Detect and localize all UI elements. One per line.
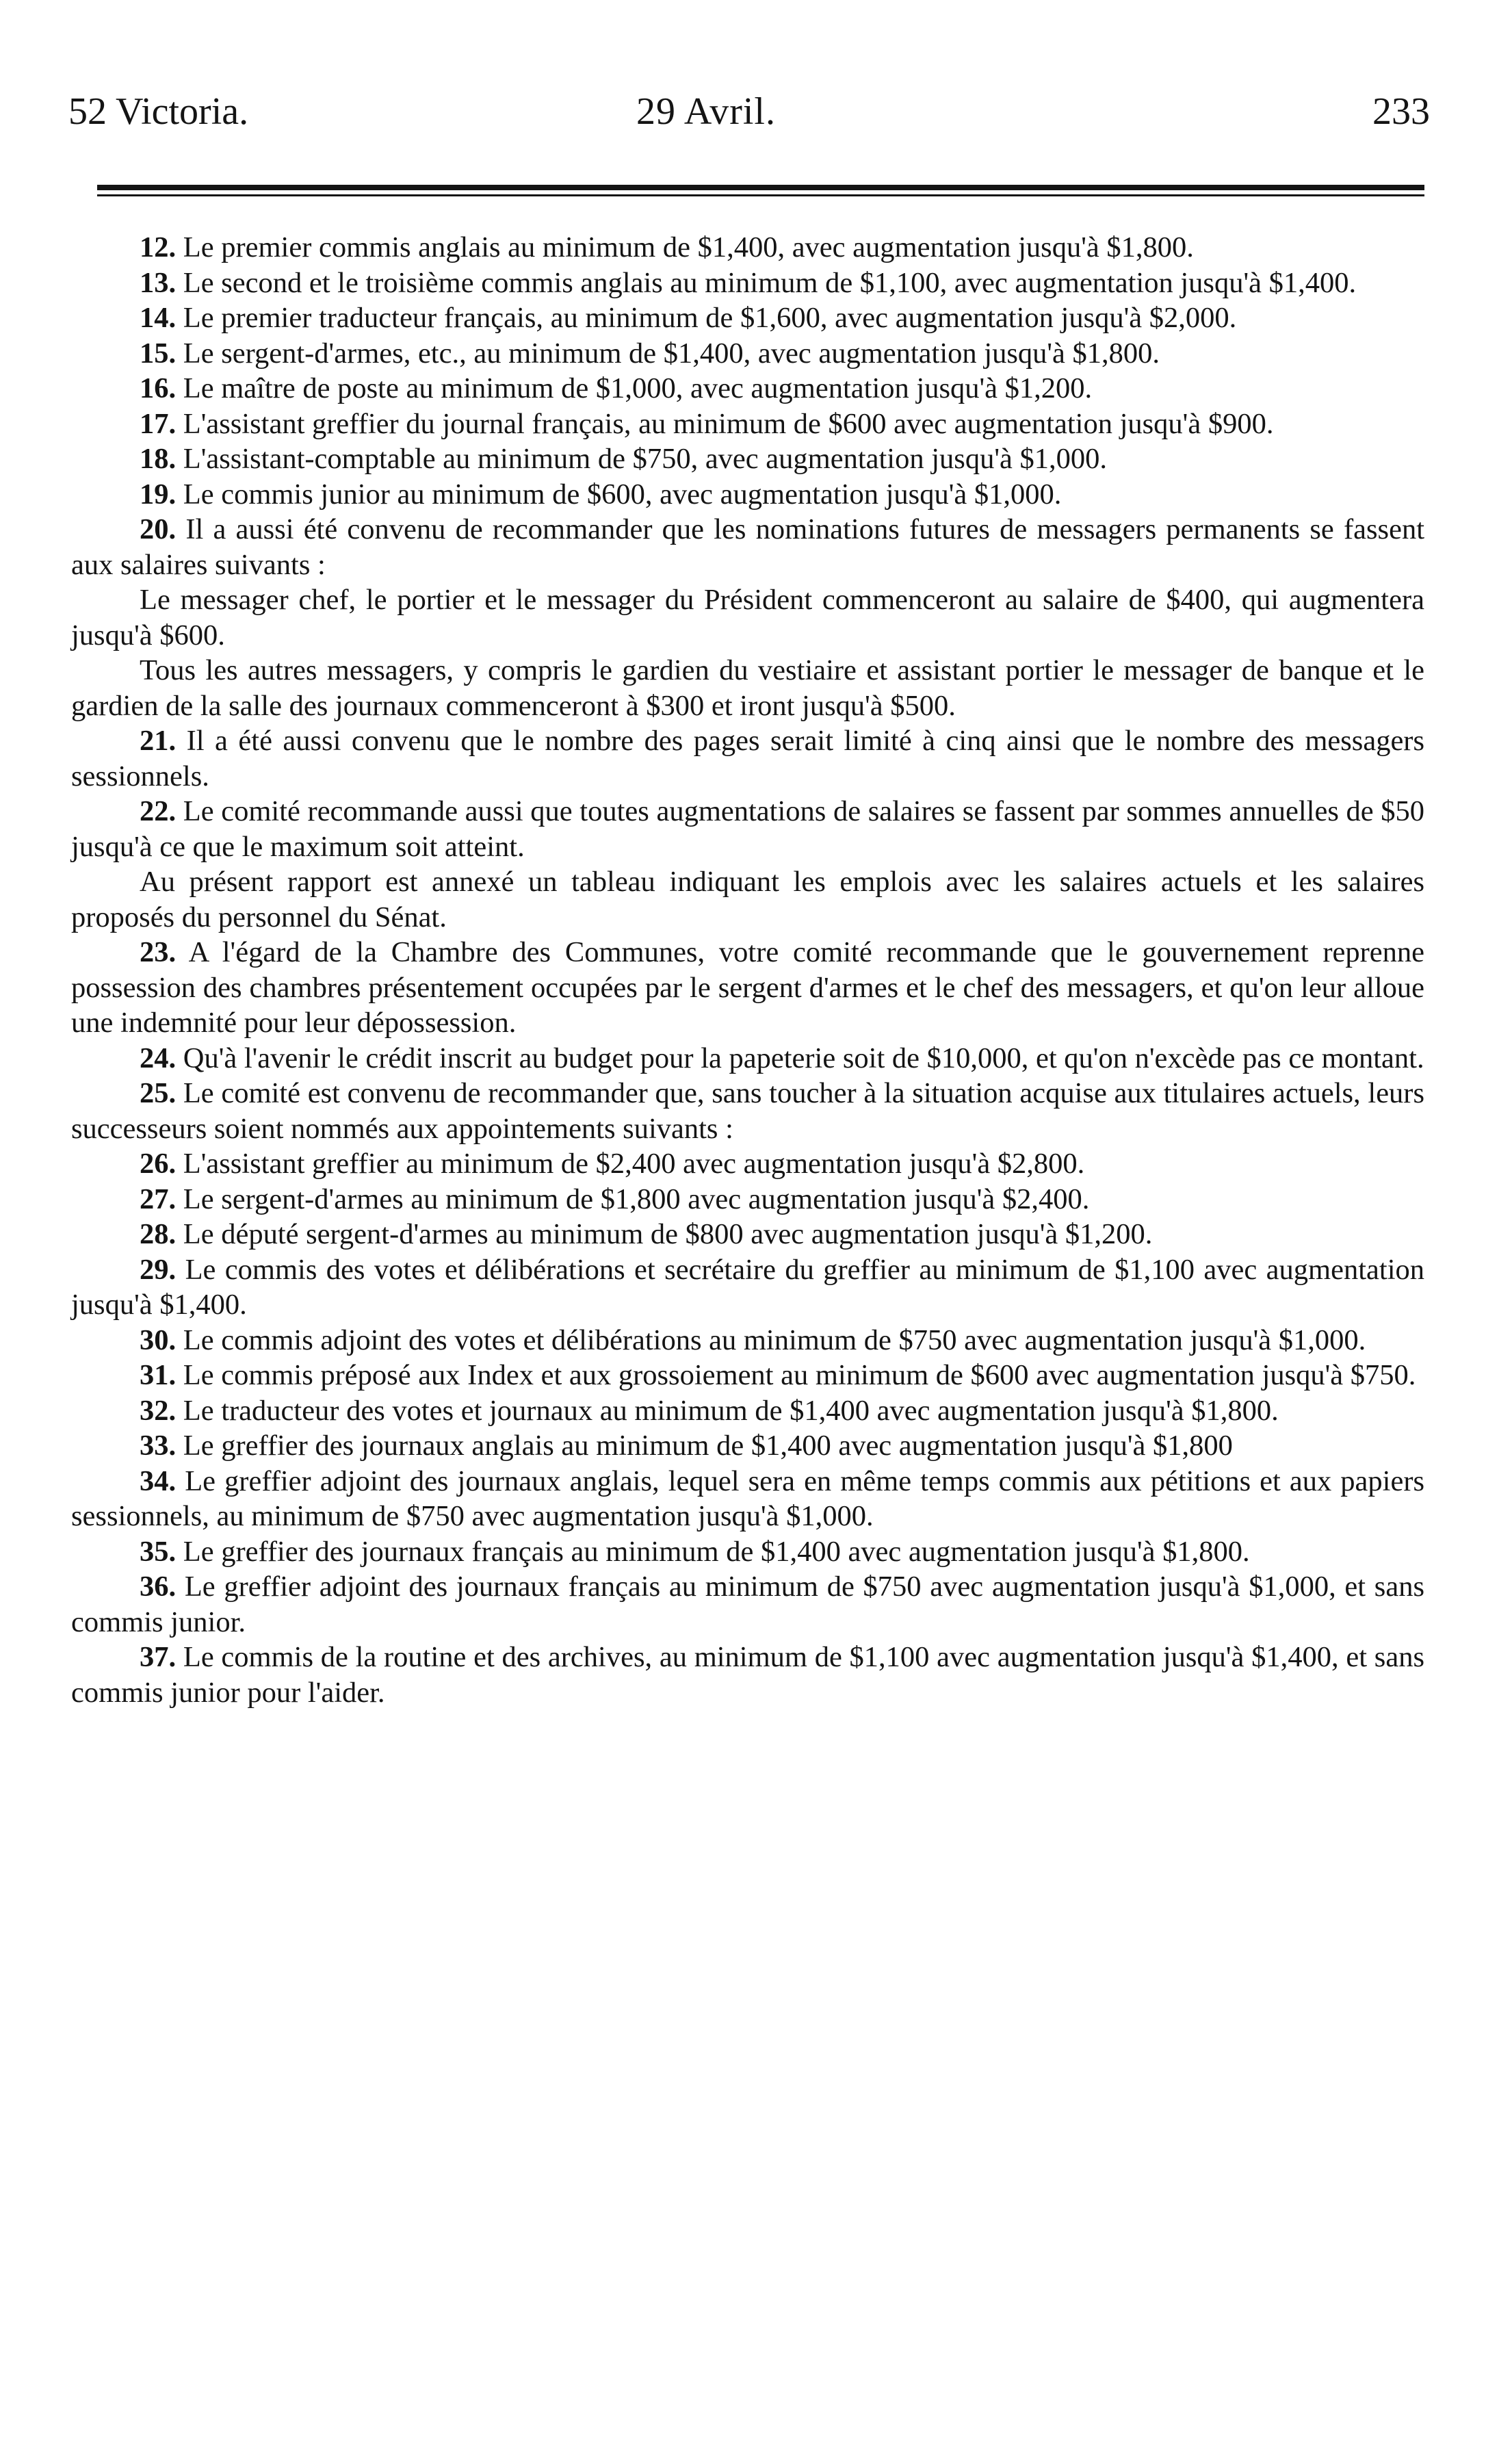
paragraph bbox=[71, 300, 1424, 336]
paragraph-text: Le greffier des journaux français au minimum de $1,400 avec augmentation jusqu'à $1,800. bbox=[183, 1535, 1250, 1568]
paragraph bbox=[71, 1323, 1424, 1358]
paragraph-number: 21. bbox=[140, 725, 177, 757]
paragraph-text: Le greffier adjoint des journaux français au minimum de $750 avec augmentation jusqu'à $1,000, et sans commis junior. bbox=[71, 1571, 1424, 1638]
paragraph-text: Le comité recommande aussi que toutes augmentations de salaires se fassent par sommes annuelles de $50 jusqu'à ce que le maximum soit atteint. bbox=[71, 795, 1424, 863]
paragraph-text: L'assistant greffier du journal français, au minimum de $600 avec augmentation jusqu'à $900. bbox=[183, 407, 1274, 440]
paragraph bbox=[71, 1640, 1424, 1710]
paragraph-number: 33. bbox=[140, 1430, 177, 1462]
paragraph bbox=[71, 653, 1424, 723]
paragraph-number: 37. bbox=[140, 1641, 177, 1673]
paragraph-text: Le maître de poste au minimum de $1,000, avec augmentation jusqu'à $1,200. bbox=[183, 372, 1093, 404]
header-rule-thick bbox=[97, 185, 1424, 190]
paragraph-text: Il a été aussi convenu que le nombre des pages serait limité à cinq ainsi que le nombre des messagers sessionnels. bbox=[71, 725, 1424, 792]
header-rule-thin bbox=[97, 194, 1424, 196]
body-text bbox=[71, 230, 1424, 1710]
paragraph-text: Le greffier adjoint des journaux anglais, lequel sera en même temps commis aux pétitions et aux papiers sessionnels, au minimum de $750 avec augmentation jusqu'à $1,000. bbox=[71, 1464, 1425, 1532]
paragraph-text: Le commis de la routine et des archives, au minimum de $1,100 avec augmentation jusqu'à $1,400, et sans commis junior pour l'aider. bbox=[71, 1641, 1424, 1709]
paragraph bbox=[71, 1252, 1424, 1323]
paragraph-text: L'assistant greffier au minimum de $2,400 avec augmentation jusqu'à $2,800. bbox=[183, 1148, 1085, 1180]
paragraph-text: Le premier commis anglais au minimum de $1,400, avec augmentation jusqu'à $1,800. bbox=[183, 231, 1194, 263]
paragraph bbox=[71, 1569, 1424, 1640]
paragraph bbox=[71, 864, 1424, 935]
paragraph-number: 12. bbox=[140, 231, 177, 263]
paragraph-number: 28. bbox=[140, 1218, 177, 1250]
paragraph bbox=[71, 1464, 1424, 1534]
paragraph-number: 22. bbox=[140, 795, 177, 827]
paragraph-number: 35. bbox=[140, 1535, 177, 1568]
paragraph-number: 13. bbox=[140, 266, 177, 299]
paragraph-number: 20. bbox=[140, 513, 177, 545]
paragraph-number: 36. bbox=[140, 1571, 177, 1603]
paragraph bbox=[71, 1041, 1424, 1076]
paragraph-text: Le député sergent-d'armes au minimum de $800 avec augmentation jusqu'à $1,200. bbox=[183, 1218, 1153, 1250]
paragraph-number: 32. bbox=[140, 1394, 177, 1427]
paragraph-number: 16. bbox=[140, 372, 177, 404]
paragraph-text: Le traducteur des votes et journaux au minimum de $1,400 avec augmentation jusqu'à $1,800. bbox=[183, 1394, 1279, 1427]
paragraph-number: 27. bbox=[140, 1183, 177, 1215]
paragraph-number: 18. bbox=[140, 443, 177, 475]
page-number: 233 bbox=[1372, 90, 1430, 133]
paragraph-text: Le commis préposé aux Index et aux grossoiement au minimum de $600 avec augmentation jusqu'à $750. bbox=[183, 1359, 1416, 1391]
paragraph bbox=[71, 406, 1424, 442]
paragraph bbox=[71, 935, 1424, 1041]
paragraph-text: Le sergent-d'armes, etc., au minimum de $1,400, avec augmentation jusqu'à $1,800. bbox=[183, 337, 1160, 370]
paragraph bbox=[71, 441, 1424, 477]
paragraph bbox=[71, 336, 1424, 372]
paragraph-text: Le comité est convenu de recommander que, sans toucher à la situation acquise aux titulaires actuels, leurs successeurs soient nommés aux appointements suivants : bbox=[71, 1077, 1424, 1145]
paragraph-text: Le commis des votes et délibérations et secrétaire du greffier au minimum de $1,100 avec augmentation jusqu'à $1,400. bbox=[71, 1253, 1425, 1321]
paragraph bbox=[71, 1146, 1424, 1182]
paragraph-number: 31. bbox=[140, 1359, 177, 1391]
paragraph bbox=[71, 1217, 1424, 1252]
paragraph-text: L'assistant-comptable au minimum de $750, avec augmentation jusqu'à $1,000. bbox=[183, 443, 1107, 475]
paragraph-number: 15. bbox=[140, 337, 177, 370]
paragraph bbox=[71, 512, 1424, 582]
paragraph-text: Le premier traducteur français, au minimum de $1,600, avec augmentation jusqu'à $2,000. bbox=[183, 302, 1237, 334]
paragraph-number: 30. bbox=[140, 1323, 177, 1356]
paragraph bbox=[71, 477, 1424, 513]
paragraph-text: Le greffier des journaux anglais au minimum de $1,400 avec augmentation jusqu'à $1,800 bbox=[183, 1430, 1233, 1462]
paragraph-number: 14. bbox=[140, 302, 177, 334]
paragraph-number: 24. bbox=[140, 1042, 177, 1074]
paragraph-text: Le messager chef, le portier et le messager du Président commenceront au salaire de $400, qui augmentera jusqu'à $600. bbox=[71, 584, 1424, 651]
running-header bbox=[68, 81, 1430, 142]
paragraph-text: Qu'à l'avenir le crédit inscrit au budget pour la papeterie soit de $10,000, et qu'on n'excède pas ce montant. bbox=[183, 1042, 1424, 1074]
paragraph bbox=[71, 582, 1424, 653]
paragraph bbox=[71, 371, 1424, 406]
paragraph bbox=[71, 723, 1424, 794]
paragraph bbox=[71, 794, 1424, 864]
paragraph-number: 17. bbox=[140, 407, 177, 440]
paragraph-number: 29. bbox=[140, 1253, 177, 1286]
paragraph-text: A l'égard de la Chambre des Communes, votre comité recommande que le gouvernement reprenne possession des chambres présentement occupées par le sergent d'armes et le chef des messagers, et qu'on leur alloue une indemnité pour leur dépossession. bbox=[71, 936, 1424, 1039]
paragraph bbox=[71, 1076, 1424, 1146]
paragraph bbox=[71, 1534, 1424, 1570]
paragraph-text: Tous les autres messagers, y compris le gardien du vestiaire et assistant portier le messager de banque et le gardien de la salle des journaux commenceront à $300 et iront jusqu'à $500. bbox=[71, 654, 1424, 722]
paragraph bbox=[71, 1182, 1424, 1217]
paragraph bbox=[71, 1428, 1424, 1464]
paragraph-number: 25. bbox=[140, 1077, 177, 1109]
header-regnal-year: 52 Victoria. bbox=[68, 90, 249, 133]
paragraph bbox=[71, 1393, 1424, 1429]
paragraph bbox=[71, 266, 1424, 301]
paragraph-number: 23. bbox=[140, 936, 177, 968]
paragraph-number: 34. bbox=[140, 1464, 177, 1497]
paragraph-text: Au présent rapport est annexé un tableau indiquant les emplois avec les salaires actuels et les salaires proposés du personnel du Sénat. bbox=[71, 866, 1424, 933]
paragraph bbox=[71, 1358, 1424, 1393]
paragraph-text: Il a aussi été convenu de recommander que les nominations futures de messagers permanents se fassent aux salaires suivants : bbox=[71, 513, 1424, 581]
paragraph-number: 19. bbox=[140, 478, 177, 511]
header-date: 29 Avril. bbox=[636, 90, 776, 133]
paragraph-text: Le sergent-d'armes au minimum de $1,800 avec augmentation jusqu'à $2,400. bbox=[183, 1183, 1090, 1215]
paragraph-number: 26. bbox=[140, 1148, 177, 1180]
paragraph-text: Le second et le troisième commis anglais au minimum de $1,100, avec augmentation jusqu'à $1,400. bbox=[183, 266, 1357, 299]
paragraph-text: Le commis junior au minimum de $600, avec augmentation jusqu'à $1,000. bbox=[183, 478, 1062, 511]
paragraph bbox=[71, 230, 1424, 266]
paragraph-text: Le commis adjoint des votes et délibérations au minimum de $750 avec augmentation jusqu'à $1,000. bbox=[183, 1323, 1366, 1356]
